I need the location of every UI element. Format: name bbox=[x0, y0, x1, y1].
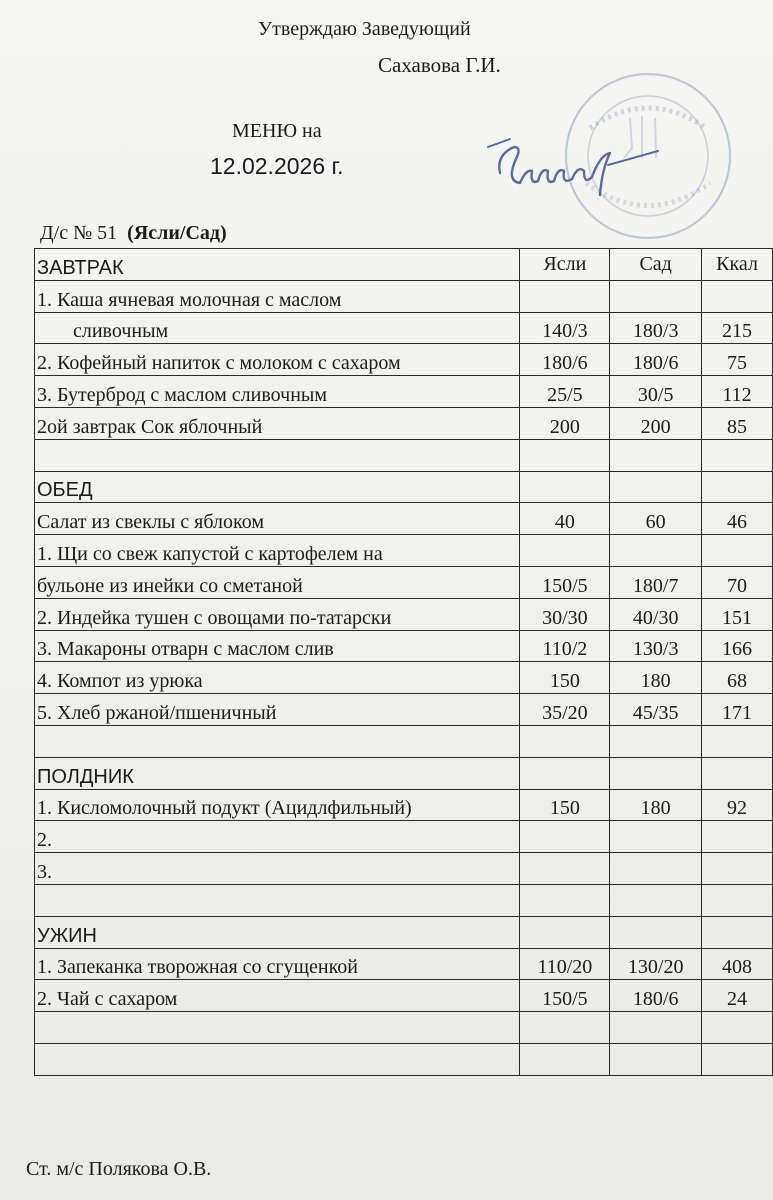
kcal-cell bbox=[702, 725, 773, 757]
portion-nursery-cell: 110/2 bbox=[520, 630, 610, 662]
table-row bbox=[35, 312, 773, 344]
dish-name: 1. Кисломолочный подукт (Ацидлфильный) bbox=[35, 789, 520, 821]
section-title: ПОЛДНИК bbox=[35, 757, 520, 789]
column-header-portion-kindergarten: Сад bbox=[610, 249, 702, 281]
kcal-cell bbox=[702, 471, 773, 503]
kcal-cell: 92 bbox=[702, 789, 773, 821]
table-row bbox=[35, 821, 773, 853]
portion-kindergarten-cell: 180 bbox=[610, 662, 702, 694]
portion-kindergarten-cell: 40/30 bbox=[610, 598, 702, 630]
table-row bbox=[35, 694, 773, 726]
portion-nursery-cell: 150/5 bbox=[520, 980, 610, 1012]
empty-row bbox=[35, 884, 773, 916]
portion-kindergarten-cell bbox=[610, 439, 702, 471]
portion-nursery-cell: 140/3 bbox=[520, 312, 610, 344]
portion-kindergarten-cell: 180/3 bbox=[610, 312, 702, 344]
table-row bbox=[35, 503, 773, 535]
table-row bbox=[35, 376, 773, 408]
portion-kindergarten-cell bbox=[610, 853, 702, 885]
kcal-cell: 112 bbox=[702, 376, 773, 408]
portion-nursery-cell bbox=[520, 439, 610, 471]
dish-name: Салат из свеклы с яблоком bbox=[35, 503, 520, 535]
dish-name: 1. Запеканка творожная со сгущенкой bbox=[35, 948, 520, 980]
menu-table bbox=[34, 248, 773, 1076]
handwritten-signature bbox=[480, 125, 670, 205]
section-row bbox=[35, 916, 773, 948]
empty-row bbox=[35, 1012, 773, 1044]
portion-nursery-cell: 25/5 bbox=[520, 376, 610, 408]
portion-kindergarten-cell: 45/35 bbox=[610, 694, 702, 726]
dish-name: 2. Чай с сахаром bbox=[35, 980, 520, 1012]
table-row bbox=[35, 566, 773, 598]
portion-nursery-cell bbox=[520, 471, 610, 503]
portion-nursery-cell: 180/6 bbox=[520, 344, 610, 376]
dish-name: сливочным bbox=[35, 312, 520, 344]
menu-title: МЕНЮ на bbox=[232, 120, 322, 142]
dish-name: бульоне из инейки со сметаной bbox=[35, 566, 520, 598]
table-row bbox=[35, 853, 773, 885]
section-row bbox=[35, 757, 773, 789]
portion-nursery-cell bbox=[520, 821, 610, 853]
kcal-cell bbox=[702, 1043, 773, 1075]
kindergarten-number: Д/с № 51 bbox=[40, 222, 118, 244]
portion-kindergarten-cell: 200 bbox=[610, 407, 702, 439]
dish-name: 5. Хлеб ржаной/пшеничный bbox=[35, 694, 520, 726]
empty-row bbox=[35, 725, 773, 757]
portion-kindergarten-cell: 180/6 bbox=[610, 344, 702, 376]
kcal-cell bbox=[702, 535, 773, 567]
kindergarten-group: (Ясли/Сад) bbox=[127, 222, 227, 244]
dish-name: 2. bbox=[35, 821, 520, 853]
kcal-cell: 70 bbox=[702, 566, 773, 598]
portion-nursery-cell: 30/30 bbox=[520, 598, 610, 630]
kcal-cell bbox=[702, 853, 773, 885]
kcal-cell bbox=[702, 821, 773, 853]
kcal-cell: 85 bbox=[702, 407, 773, 439]
portion-nursery-cell bbox=[520, 1012, 610, 1044]
dish-name: 3. bbox=[35, 853, 520, 885]
kcal-cell: 171 bbox=[702, 694, 773, 726]
section-title: ОБЕД bbox=[35, 471, 520, 503]
dish-name: 2ой завтрак Сок яблочный bbox=[35, 407, 520, 439]
portion-kindergarten-cell bbox=[610, 884, 702, 916]
portion-nursery-cell bbox=[520, 757, 610, 789]
column-header-kcal: Ккал bbox=[702, 249, 773, 281]
nurse-signature-line: Ст. м/с Полякова О.В. bbox=[26, 1158, 212, 1180]
portion-kindergarten-cell: 130/20 bbox=[610, 948, 702, 980]
portion-nursery-cell: 150 bbox=[520, 789, 610, 821]
table-row bbox=[35, 630, 773, 662]
portion-kindergarten-cell bbox=[610, 280, 702, 312]
portion-kindergarten-cell: 60 bbox=[610, 503, 702, 535]
dish-name: 4. Компот из урюка bbox=[35, 662, 520, 694]
kcal-cell: 408 bbox=[702, 948, 773, 980]
dish-name: 3. Макароны отварн с маслом слив bbox=[35, 630, 520, 662]
dish-name: 1. Каша ячневая молочная с маслом bbox=[35, 280, 520, 312]
portion-kindergarten-cell bbox=[610, 757, 702, 789]
table-row bbox=[35, 535, 773, 567]
portion-kindergarten-cell: 180/7 bbox=[610, 566, 702, 598]
kcal-cell bbox=[702, 884, 773, 916]
portion-nursery-cell bbox=[520, 853, 610, 885]
portion-kindergarten-cell bbox=[610, 725, 702, 757]
portion-nursery-cell bbox=[520, 1043, 610, 1075]
table-row bbox=[35, 407, 773, 439]
kcal-cell: 24 bbox=[702, 980, 773, 1012]
menu-date: 12.02.2026 г. bbox=[210, 153, 344, 179]
kcal-cell bbox=[702, 916, 773, 948]
portion-nursery-cell: 150/5 bbox=[520, 566, 610, 598]
section-row bbox=[35, 249, 773, 281]
portion-kindergarten-cell bbox=[610, 821, 702, 853]
portion-nursery-cell: 150 bbox=[520, 662, 610, 694]
menu-table-body bbox=[35, 249, 773, 1076]
dish-name bbox=[35, 1043, 520, 1075]
portion-nursery-cell bbox=[520, 535, 610, 567]
kindergarten-line bbox=[40, 220, 227, 246]
kcal-cell bbox=[702, 439, 773, 471]
portion-kindergarten-cell bbox=[610, 471, 702, 503]
approver-name: Сахавова Г.И. bbox=[378, 53, 501, 77]
portion-kindergarten-cell: 30/5 bbox=[610, 376, 702, 408]
table-row bbox=[35, 344, 773, 376]
kcal-cell bbox=[702, 757, 773, 789]
empty-row bbox=[35, 1043, 773, 1075]
section-row bbox=[35, 471, 773, 503]
kcal-cell: 151 bbox=[702, 598, 773, 630]
approval-line: Утверждаю Заведующий bbox=[258, 18, 471, 40]
kcal-cell: 46 bbox=[702, 503, 773, 535]
dish-name bbox=[35, 725, 520, 757]
portion-nursery-cell: 110/20 bbox=[520, 948, 610, 980]
dish-name: 2. Кофейный напиток с молоком с сахаром bbox=[35, 344, 520, 376]
table-row bbox=[35, 598, 773, 630]
kcal-cell: 68 bbox=[702, 662, 773, 694]
dish-name bbox=[35, 1012, 520, 1044]
portion-nursery-cell bbox=[520, 916, 610, 948]
empty-row bbox=[35, 439, 773, 471]
table-row bbox=[35, 980, 773, 1012]
section-title: ЗАВТРАК bbox=[35, 249, 520, 281]
dish-name: 1. Щи со свеж капустой с картофелем на bbox=[35, 535, 520, 567]
portion-nursery-cell bbox=[520, 725, 610, 757]
portion-kindergarten-cell bbox=[610, 1012, 702, 1044]
dish-name: 3. Бутерброд с маслом сливочным bbox=[35, 376, 520, 408]
portion-kindergarten-cell bbox=[610, 1043, 702, 1075]
dish-name bbox=[35, 884, 520, 916]
portion-nursery-cell bbox=[520, 884, 610, 916]
kcal-cell: 166 bbox=[702, 630, 773, 662]
dish-name: 2. Индейка тушен с овощами по-татарски bbox=[35, 598, 520, 630]
section-title: УЖИН bbox=[35, 916, 520, 948]
portion-nursery-cell bbox=[520, 280, 610, 312]
column-header-portion-nursery: Ясли bbox=[520, 249, 610, 281]
kcal-cell: 215 bbox=[702, 312, 773, 344]
table-row bbox=[35, 789, 773, 821]
table-row bbox=[35, 280, 773, 312]
table-row bbox=[35, 948, 773, 980]
kcal-cell bbox=[702, 1012, 773, 1044]
portion-nursery-cell: 200 bbox=[520, 407, 610, 439]
portion-kindergarten-cell: 130/3 bbox=[610, 630, 702, 662]
dish-name bbox=[35, 439, 520, 471]
kcal-cell bbox=[702, 280, 773, 312]
portion-kindergarten-cell bbox=[610, 916, 702, 948]
portion-nursery-cell: 40 bbox=[520, 503, 610, 535]
portion-kindergarten-cell: 180 bbox=[610, 789, 702, 821]
table-row bbox=[35, 662, 773, 694]
kcal-cell: 75 bbox=[702, 344, 773, 376]
portion-kindergarten-cell bbox=[610, 535, 702, 567]
portion-nursery-cell: 35/20 bbox=[520, 694, 610, 726]
portion-kindergarten-cell: 180/6 bbox=[610, 980, 702, 1012]
